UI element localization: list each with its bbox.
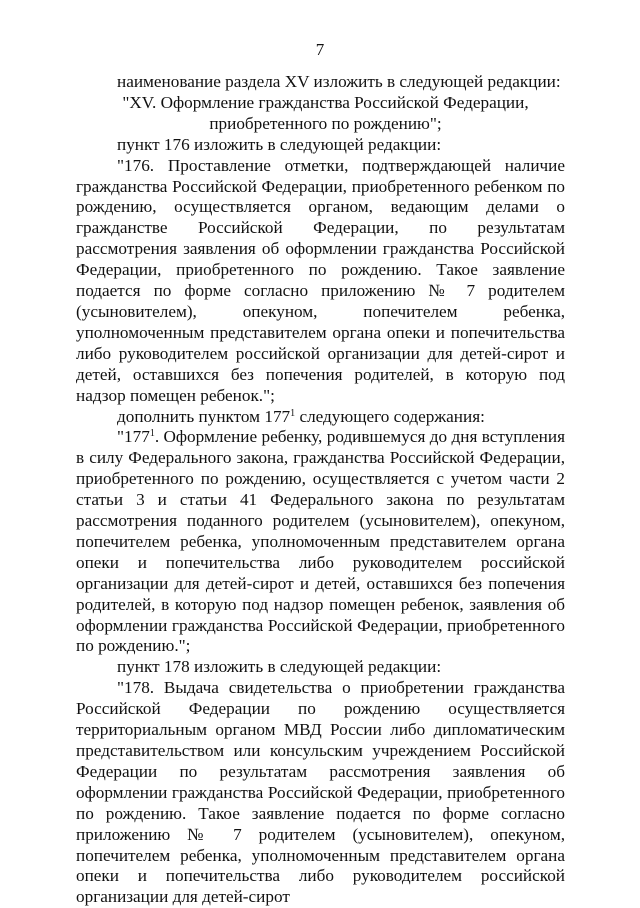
paragraph-item-176-intro: пункт 176 изложить в следующей редакции: (117, 134, 442, 154)
paragraph-item-176-text: "176. Проставление отметки, подтверждающей наличие гражданства Российской Федерации, приобретенного ребенком по рождению, осуществляется органом, ведающим делами о гражданстве Российской Федерации, по результатам рассмотрения заявления об оформлении гражданства Российской Федерации, приобретенного по рождению. Такое заявление подается по форме согласно приложению № 7 родителем (усыновителем), опекуном, попечителем ребенка, уполномоченным представителем органа опеки и попечительства либо руководителем российской организации для детей-сирот и детей, оставшихся без попечения родителей, в которую под надзор помещен ребенок."; (76, 155, 565, 405)
paragraph-section-heading-intro: наименование раздела XV изложить в следующей редакции: (117, 72, 561, 91)
page-number: 7 (315, 40, 325, 59)
paragraph-item-177-1-intro: дополнить пунктом $177^1$ следующего содержания: (117, 406, 485, 426)
paragraph-item-177-1-text: "$177^1$. Оформление ребенку, родившемуся до дня вступления в силу Федерального закона, гражданства Российской Федерации, приобретенного по рождению, осуществляется с учетом части 2 статьи 3 и статьи 41 Федерального закона по результатам рассмотрения поданного родителем (усыновителем), опекуном, попечителем ребенка, уполномоченным представителем органа опеки и попечительства либо руководителем российской организации для детей-сирот и детей, оставшихся без попечения родителей, в которую под надзор помещен ребенок, заявления об оформлении гражданства Российской Федерации, приобретенного по рождению."; (76, 427, 565, 656)
paragraph-section-title: "XV. Оформление гражданства Российской Федерации, приобретенного по рождению"; (122, 92, 529, 133)
superscript-marker: 1 (290, 407, 296, 419)
paragraph-item-178-intro: пункт 178 изложить в следующей редакции: (117, 657, 442, 677)
document-body (76, 72, 565, 908)
paragraph-item-178-text: "178. Выдача свидетельства о приобретении гражданства Российской Федерации по рождению осуществляется территориальным органом МВД России либо дипломатическим представительством или консульским учреждением Российской Федерации по результатам рассмотрения заявления об оформлении гражданства Российской Федерации, приобретенного по рождению. Такое заявление подается по форме согласно приложению № 7 родителем (усыновителем), опекуном, попечителем ребенка, уполномоченным представителем органа опеки и попечительства либо руководителем российской организации для детей-сирот (76, 678, 565, 907)
superscript-marker: 1 (149, 428, 155, 440)
